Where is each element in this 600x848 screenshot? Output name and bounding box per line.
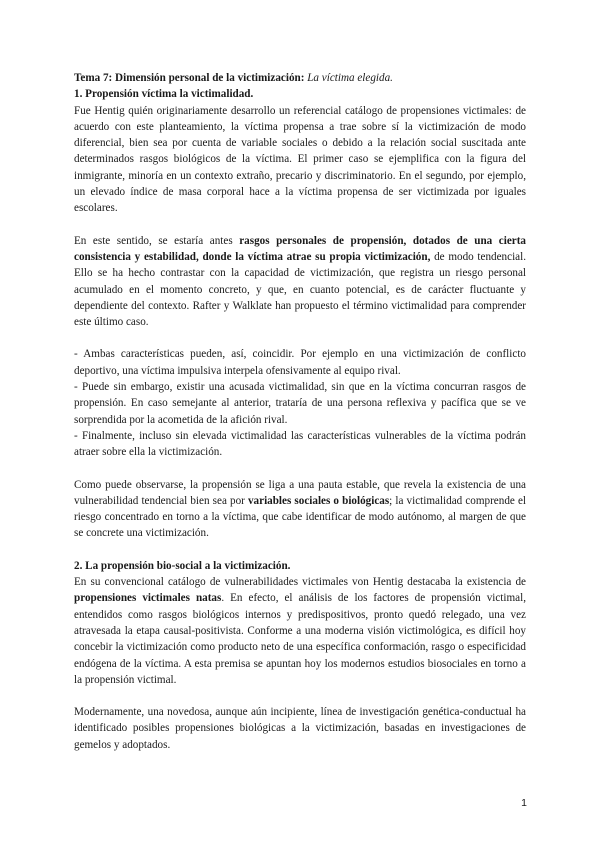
p3-text-b: ; la victimalidad comprende el riesgo concentrado en torno a la víctima, que cabe identificar de modo autónomo, al margen de que se concrete una victimización. [74,494,526,540]
section-1-heading: 1. Propensión víctima la victimalidad. [74,88,254,101]
section-1-paragraph-2 [74,233,526,331]
s2p1-bold: propensiones victimales natas [74,592,222,605]
s2p1-text-a: En su convencional catálogo de vulnerabilidades victimales von Hentig destacaba la existencia de [74,576,526,589]
document-title [74,70,526,86]
section-2-heading: 2. La propensión bio-social a la victimización. [74,559,291,572]
list-item: - Ambas características pueden, así, coincidir. Por ejemplo en una victimización de conflicto deportivo, una víctima impulsiva interpela ofensivamente al equipo rival. [74,348,526,377]
p2-bold: rasgos personales de propensión, dotados de una cierta consistencia y estabilidad, donde la víctima atrae su propia victimización, [74,234,526,263]
bullet-list [74,346,526,460]
section-1-paragraph-1: Fue Hentig quién originariamente desarrollo un referencial catálogo de propensiones victimales: de acuerdo con este planteamiento, la víctima propensa a trae sobre sí la victimización de modo diferencial, bien sea por cuenta de variable sociales o debido a la relación social suscitada ante determinados rasgos biológicos de la víctima. El primer caso se ejemplifica con la figura del inmigrante, minoría en un contexto extraño, precario y discriminatorio. En el segundo, por ejemplo, un elevado índice de masa corporal hace a la víctima propensa de ser victimizada por iguales escolares. [74,104,526,215]
s2p1-text-b: . En efecto, el análisis de los factores de propensión victimal, entendidos como rasgos biológicos internos y predispositivos, pronto quedó relegado, una vez atravesada la etapa causal-positivista. Conforme a una moderna visión victimológica, es difícil hoy concebir la victimización como producto neto de una específica conformación, rasgo o especificidad endógena de la víctima. A esta premisa se apuntan hoy los modernos estudios biosociales en torno a la propensión victimal. [74,592,526,686]
p2-text-a: En este sentido, se estaría antes [74,234,240,247]
list-item: - Puede sin embargo, existir una acusada victimalidad, sin que en la víctima concurran rasgos de propensión. En caso semejante al anterior, trataría de una persona reflexiva y pacífica que se ve sorprendida por la acometida de la afición rival. [74,381,526,426]
title-text: Tema 7: Dimensión personal de la victimización: [74,72,305,84]
p3-bold: variables sociales o biológicas [247,494,390,507]
list-item: - Finalmente, incluso sin elevada victimalidad las características vulnerables de la víctima podrán atraer sobre ella la victimización. [74,429,526,459]
document-body [74,70,526,753]
section-2-paragraph-2: Modernamente, una novedosa, aunque aún incipiente, línea de investigación genética-conductual ha identificado posibles propensiones biológicas a la victimización, basadas en investigaciones de gemelos y adoptados. [74,706,526,751]
section-1-paragraph-3 [74,477,526,542]
section-2-paragraph-1 [74,574,526,688]
page-number: 1 [521,797,527,809]
title-italic: La víctima elegida. [307,72,393,84]
p2-text-b: de modo tendencial. Ello se ha hecho contrastar con la capacidad de victimización, que registra un riesgo personal acumulado en el momento concreto, y que, en cuanto potencial, es de carácter fluctuante y dependiente del contexto. Rafter y Walklate han propuesto el término victimalidad para comprender este último caso. [74,250,526,329]
p3-text-a: Como puede observarse, la propensión se liga a una pauta estable, que revela la existencia de una vulnerabilidad tendencial bien sea por [74,478,526,507]
